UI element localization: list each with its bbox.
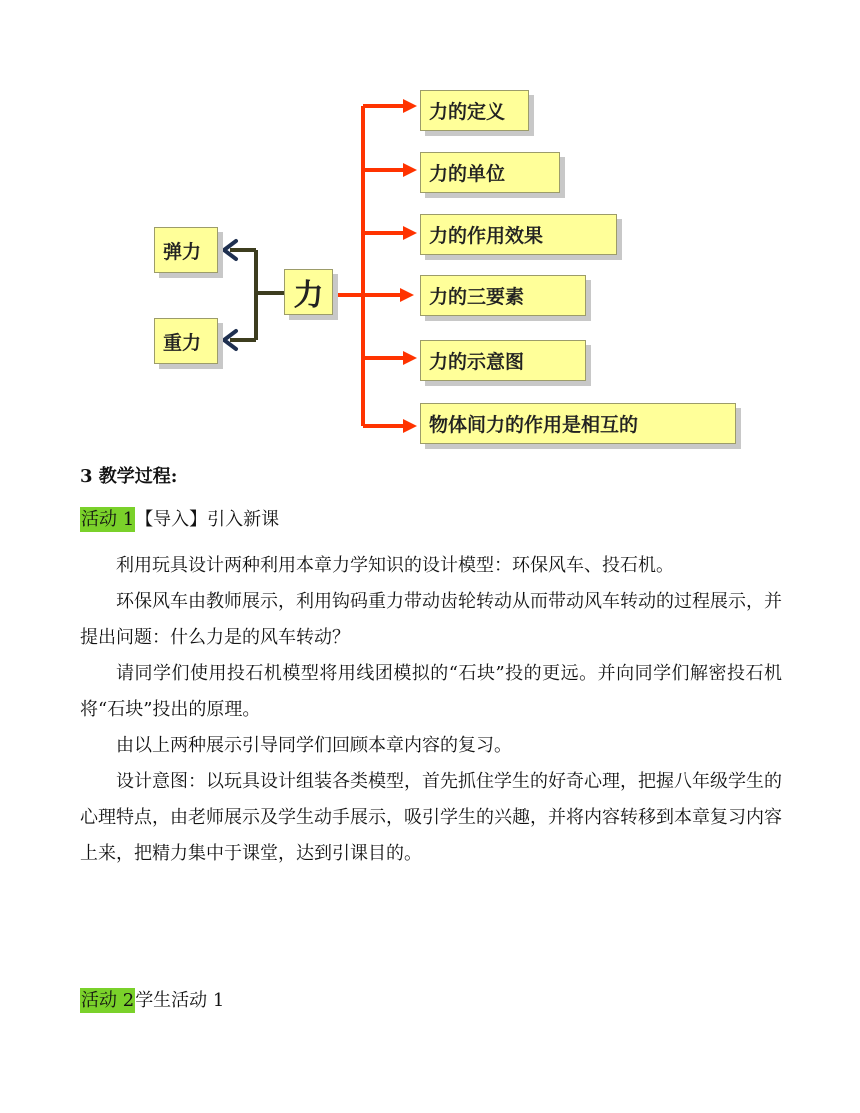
right-node-unit: 力的单位	[420, 152, 560, 193]
right-node-definition: 力的定义	[420, 90, 529, 131]
paragraph: 利用玩具设计两种利用本章力学知识的设计模型：环保风车、投石机。	[116, 555, 674, 576]
activity1-tag: 活动 1	[81, 509, 135, 530]
activity2-heading	[80, 986, 782, 1016]
paragraph: 请同学们使用投石机模型将用线团模拟的“石块”投的更远。并向同学们解密投石机将“石块”投出的原理。	[80, 663, 782, 720]
activity2-tag: 活动 2	[81, 990, 135, 1011]
center-node: 力	[284, 269, 333, 315]
right-node-effect: 力的作用效果	[420, 214, 617, 255]
right-node-mutual: 物体间力的作用是相互的	[420, 403, 736, 444]
right-node-three-elements: 力的三要素	[420, 275, 586, 316]
paragraph: 设计意图：以玩具设计组装各类模型，首先抓住学生的好奇心理，把握八年级学生的心理特点，由老师展示及学生动手展示，吸引学生的兴趣，并将内容转移到本章复习内容上来，把精力集中于课堂，达到引课目的。	[80, 771, 782, 864]
right-node-diagram: 力的示意图	[420, 340, 586, 381]
left-node-elastic-force: 弹力	[154, 227, 218, 273]
paragraph: 由以上两种展示引导同学们回顾本章内容的复习。	[116, 735, 512, 756]
activity1-title: 【导入】引入新课	[135, 509, 280, 530]
section-heading: 3 教学过程:	[80, 466, 178, 487]
activity1-body	[80, 548, 782, 872]
activity2-title: 学生活动 1	[135, 990, 225, 1011]
activity1-heading	[80, 505, 782, 535]
paragraph: 环保风车由教师展示，利用钩码重力带动齿轮转动从而带动风车转动的过程展示，并提出问题：什么力是的风车转动？	[80, 591, 782, 648]
left-node-gravity: 重力	[154, 318, 218, 364]
concept-map	[0, 0, 860, 460]
